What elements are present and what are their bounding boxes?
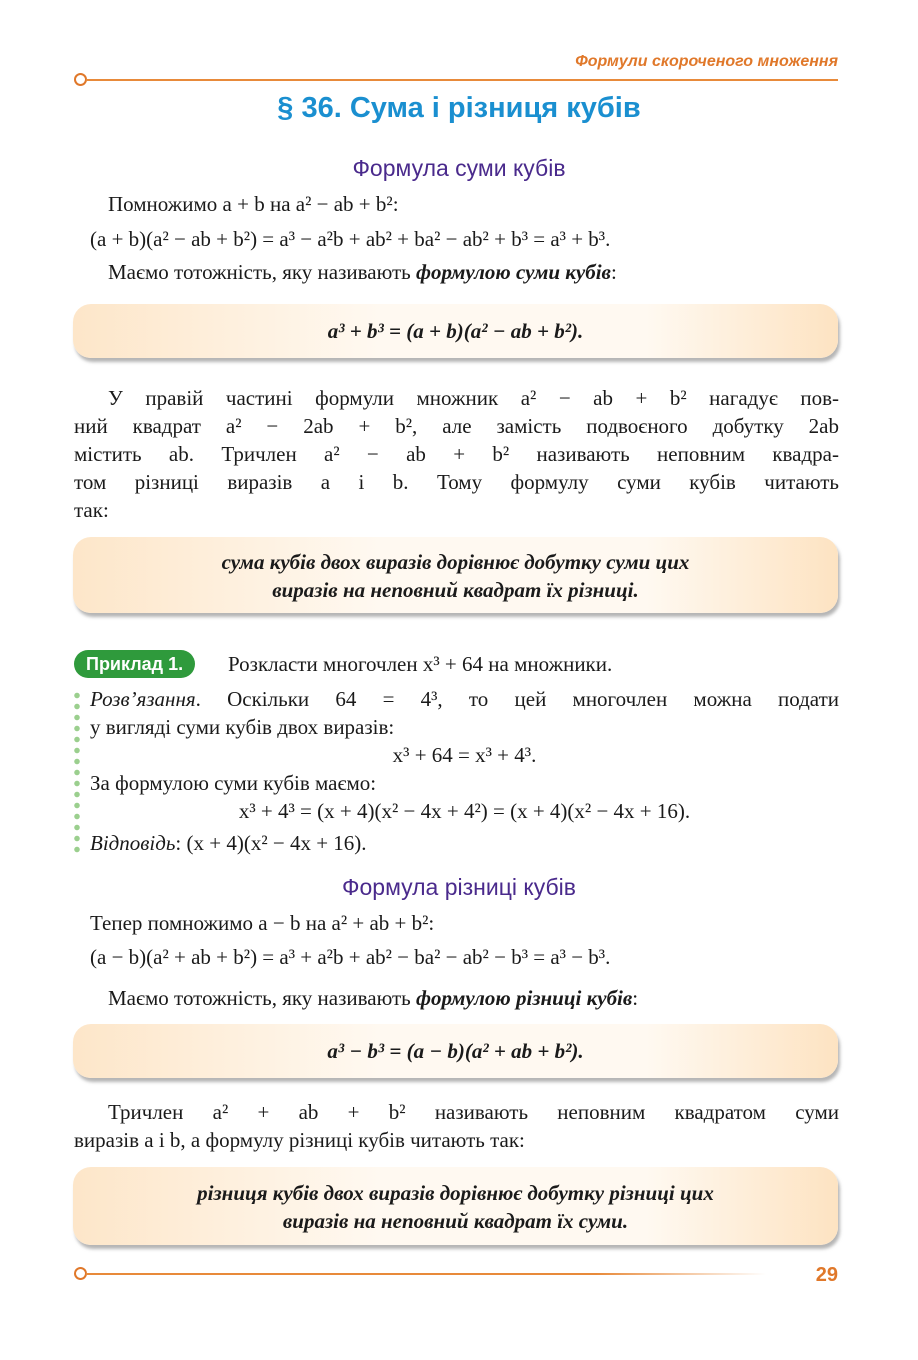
header-rule [86, 79, 838, 81]
solution-answer [90, 829, 839, 857]
page-title: § 36. Сума і різниця кубів [277, 92, 641, 124]
explain-line: так: [74, 498, 109, 522]
rule-line: сума кубів двох виразів дорівнює добутку суми цих [221, 550, 690, 574]
explain-line: Тричлен a² + ab + b² називають неповним квадратом суми [108, 1100, 839, 1124]
explain-line: виразів a і b, а формулу різниці кубів читають так: [74, 1128, 525, 1152]
diff-explanation [74, 1098, 839, 1154]
solution-line: За формулою суми кубів маємо: [90, 771, 377, 795]
identity-intro-end: : [610, 260, 617, 284]
answer-text: : (x + 4)(x² − 4x + 16). [175, 831, 367, 855]
solution-text: . Оскільки 64 = 4³, то цей многочлен можна подати [195, 687, 839, 711]
diff-intro: Тепер помножимо a − b на a² + ab + b²: [90, 911, 435, 935]
example-task: Розкласти многочлен x³ + 64 на множники. [228, 652, 613, 676]
diff-identity-intro [108, 984, 638, 1012]
rule-line: різниця кубів двох виразів дорівнює добутку різниці цих [197, 1181, 714, 1205]
rule-line: виразів на неповний квадрат їх суми. [282, 1209, 629, 1233]
sum-explanation [74, 384, 839, 524]
sum-formula-box [73, 304, 838, 358]
diff-heading: Формула різниці кубів [342, 874, 576, 900]
solution-eq2: x³ + 4³ = (x + 4)(x² − 4x + 4²) = (x + 4)(x² − 4x + 16). [238, 799, 691, 823]
page-number: 29 [815, 1264, 838, 1286]
identity-intro-end: : [632, 986, 639, 1010]
identity-intro-text: Маємо тотожність, яку називають [108, 260, 411, 284]
diff-formula: a³ − b³ = (a − b)(a² + ab + b²). [327, 1039, 584, 1063]
diff-expansion: (a − b)(a² + ab + b²) = a³ + a²b + ab² − ba² − ab² − b³ = a³ − b³. [90, 945, 611, 969]
solution-eq1: x³ + 64 = x³ + 4³. [392, 743, 537, 767]
solution-dotted-line [74, 690, 80, 855]
answer-label: Відповідь [90, 831, 176, 855]
sum-formula: a³ + b³ = (a + b)(a² − ab + b²). [327, 319, 584, 343]
explain-line: У правій частині формули множник a² − ab + b² нагадує пов- [108, 386, 839, 410]
identity-intro-text: Маємо тотожність, яку називають [108, 986, 411, 1010]
diff-rule-box [73, 1167, 838, 1245]
sum-rule-box [73, 537, 838, 613]
sum-identity-intro [108, 258, 617, 286]
solution-label: Розв’язання [90, 687, 196, 711]
explain-line: том різниці виразів a і b. Тому формулу суми кубів читають [74, 470, 839, 494]
solution-line: у вигляді суми кубів двох виразів: [90, 715, 395, 739]
running-title: Формули скороченого множення [575, 53, 838, 70]
solution-line [90, 685, 839, 713]
sum-intro: Помножимо a + b на a² − ab + b²: [108, 192, 399, 216]
explain-line: містить ab. Тричлен a² − ab + b² називають неповним квадра- [74, 442, 839, 466]
sum-heading: Формула суми кубів [352, 155, 566, 181]
explain-line: ний квадрат a² − 2ab + b², але замість подвоєного добутку 2ab [74, 414, 839, 438]
diff-formula-box [73, 1024, 838, 1078]
rule-line: виразів на неповний квадрат їх різниці. [272, 578, 639, 602]
identity-intro-term: формулою суми кубів [416, 260, 611, 284]
example-solution [90, 685, 839, 857]
footer-rule [86, 1273, 766, 1275]
example-badge: Приклад 1. [74, 650, 195, 678]
sum-expansion: (a + b)(a² − ab + b²) = a³ − a²b + ab² + ba² − ab² + b³ = a³ + b³. [90, 227, 611, 251]
identity-intro-term: формулою різниці кубів [416, 986, 633, 1010]
